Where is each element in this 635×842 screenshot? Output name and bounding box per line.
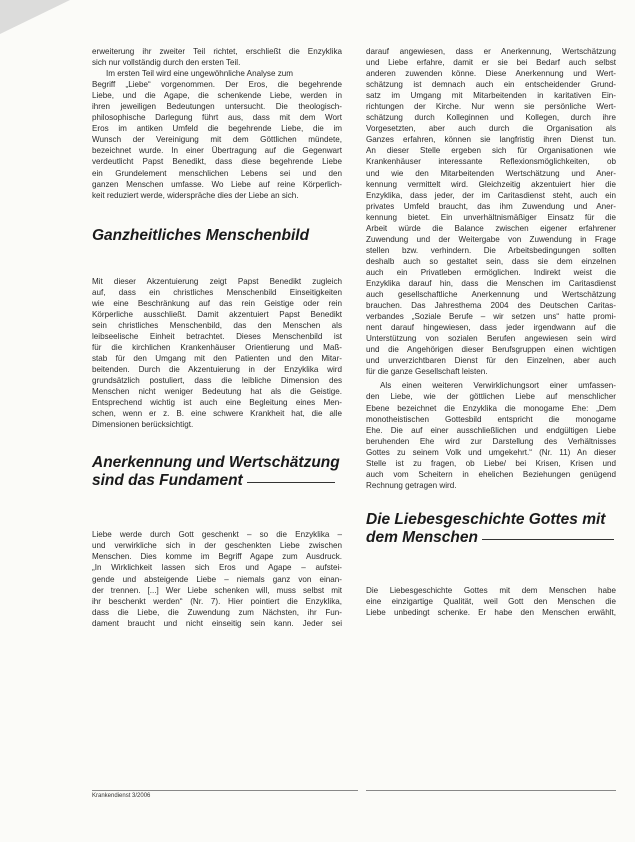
- text-line: auch ein Privatleben ermöglichen. Indirekt weist die: [366, 267, 616, 277]
- text-line: Begriff „Liebe“ vorgenommen. Der Eros, die begehrende: [92, 80, 342, 90]
- text-line: Ehe. Die auf einer ausschließlichen und endgültigen Liebe: [366, 425, 616, 435]
- text-line: ihren jeweiligen Bedeutungen untersucht. Die theologisch-: [92, 102, 342, 112]
- footer-issue: Krankendienst 3/2006: [92, 793, 151, 799]
- text-line: auch gesellschaftliche Anerkennung und Wertschätzung: [366, 290, 616, 300]
- text-line: sich nur vollständig durch den ersten Teil.: [92, 58, 241, 68]
- text-line: darauf angewiesen, dass er Anerkennung, Wertschätzung: [366, 47, 616, 56]
- text-line: Krankenhäuser interessante Reflexionsmöglichkeiten, ob: [366, 157, 616, 167]
- text-line: Ganzes erfahren, können sie langfristig ihren Dienst tun.: [366, 135, 616, 145]
- heading-anerkennung-wertschaetzung: Anerkennung und Wertschätzung sind das Fundament: [92, 454, 340, 490]
- text-line: leibseelische Einheit betrachtet. Dieses Menschenbild ist: [92, 331, 342, 341]
- text-line: verbandes „Soziale Berufe – wir setzen uns“ hatte promi-: [366, 312, 616, 322]
- text-line: Mit dieser Akzentuierung zeigt Papst Benedikt zugleich: [92, 276, 342, 286]
- text-line: keit reduziert werde, widerspräche dies der Liebe an sich.: [92, 190, 299, 200]
- left-paragraph-3: [92, 276, 342, 431]
- heading-liebesgeschichte-gottes: Die Liebesgeschichte Gottes mit dem Menschen: [366, 511, 616, 547]
- text-line: Enzyklika darauf hin, dass die Menschen im Caritasdienst: [366, 278, 616, 288]
- text-line: Arbeit würde die Balance zwischen eigener erfahrener: [366, 223, 616, 233]
- text-line: wie eine Beschränkung auf das rein Geistige oder rein: [92, 298, 342, 308]
- text-line: Als einen weiteren Verwirklichungsort einer umfassen-: [380, 381, 616, 391]
- text-line: Die Liebesgeschichte Gottes mit dem Menschen habe: [366, 585, 616, 595]
- text-line: anderen zuwenden könne. Diese Anerkennung und Wert-: [366, 69, 616, 79]
- text-line: stellen bzw. verhindern. Die Arbeitsbedingungen sollten: [366, 245, 616, 255]
- text-line: Körperliche ausschließt. Damit akzentuiert Papst Benedikt: [92, 309, 342, 319]
- text-line: eine einzigartige Qualität, weil Gott den Menschen die: [366, 596, 616, 606]
- text-line: dament braucht und nicht einseitig sein kann. Jeder sei: [92, 618, 342, 628]
- left-paragraph-4: [92, 529, 342, 628]
- text-line: deshalb auch so gestaltet sein, dass sie dem einzelnen: [366, 256, 616, 266]
- text-line: Unterstützung von sozialen Berufen angewiesen sein wird: [366, 334, 616, 344]
- text-line: schätzung durch Kolleginnen und Kollegen, durch ihre: [366, 113, 616, 123]
- heading-rule: [482, 539, 614, 540]
- text-line: An dieser Stelle ergeben sich für Organisationen wie: [366, 146, 616, 156]
- text-line: kennung bietet. Ein unverhältnismäßiger Einsatz für die: [366, 212, 616, 222]
- text-line: und wie den Mitarbeitenden Wertschätzung und Aner-: [366, 168, 616, 178]
- right-paragraph-1: [366, 46, 616, 377]
- text-line: auf, dass ein christliches Menschenbild Einseitigkeiten: [92, 287, 342, 297]
- page-corner-shadow: [0, 0, 70, 34]
- text-line: Enzyklika, dass jeder, der im Caritasdienst steht, auch ein: [366, 190, 616, 200]
- text-line: nent darauf hingewiesen, dass jeder irgendwann auf die: [366, 323, 616, 333]
- text-line: „In Wirklichkeit lassen sich Eros und Agape – aufstei-: [92, 563, 342, 573]
- left-column: [92, 46, 342, 629]
- text-line: für die kirchlichen Krankenhäuser Orientierung und Maß-: [92, 342, 342, 352]
- text-line: Liebe werde durch Gott geschenkt – so die Enzyklika –: [92, 530, 342, 540]
- text-line: und Liebe erfahre, damit er sie bei Bedarf auch selbst: [366, 58, 616, 68]
- text-line: monotheistischen Gottesbild entspricht die monogame: [366, 414, 616, 424]
- text-line: Entsprechend wichtig ist auch eine Begleitung eines Men-: [92, 398, 342, 408]
- right-paragraph-3: [366, 585, 616, 618]
- text-line: und verwirkliche sich in der geschenkten Liebe zwischen: [92, 541, 342, 551]
- heading-rule: [247, 482, 335, 483]
- text-line: stab für den Umgang mit den Patienten und den Mitar-: [92, 353, 342, 363]
- text-line: Dimensionen berücksichtigt.: [92, 420, 194, 430]
- footer-rule-left: [92, 790, 358, 791]
- text-line: Wunsch der Vereinigung mit dem Göttlichen mündete,: [92, 135, 342, 145]
- text-line: kennung vermittelt wird. Gleichzeitig akzentuiert hier die: [366, 179, 616, 189]
- text-line: beitenden. Durch die Akzentuierung in der Enzyklika wird: [92, 365, 342, 375]
- text-line: schätzung ist demnach auch ein entscheidender Grund-: [366, 80, 616, 90]
- text-line: den Liebe, wie der göttlichen Liebe auf menschlicher: [366, 392, 616, 402]
- right-column: [366, 46, 616, 618]
- footer-rule-right: [366, 790, 616, 791]
- text-line: richtungen der Kirche. Nur wenn sie persönliche Wert-: [366, 102, 616, 112]
- text-line: beruhenden Ehe wird zur Darstellung des Verhältnisses: [366, 436, 616, 446]
- text-line: bezeichnet wurde. In einer Übertragung auf die Gegenwart: [92, 146, 342, 156]
- text-line: Ebene bezeichnet die Enzyklika die monogame Ehe: „Dem: [366, 403, 616, 413]
- text-line: Zuwendung und der Weitergabe von Zuwendung in Frage: [366, 234, 616, 244]
- text-line: satz im Umgang mit Mitarbeitenden in karitativen Ein-: [366, 91, 616, 101]
- text-line: ganzen Menschen umfasse. Wo Liebe auf reine Körperlich-: [92, 179, 342, 189]
- text-line: Liebe unbedingt schenke. Er habe den Menschen erwählt,: [366, 607, 616, 617]
- text-line: für die ganze Gesellschaft leisten.: [366, 367, 488, 377]
- heading-ganzheitliches-menschenbild: Ganzheitliches Menschenbild: [92, 226, 310, 244]
- text-line: gende und absteigende Liebe – niemals ganz von einan-: [92, 574, 342, 584]
- text-line: verdeutlicht Papst Benedikt, dass diese begehrende Liebe: [92, 157, 342, 167]
- text-line: der trennen. [...] Wer Liebe schenken will, muss selbst mit: [92, 585, 342, 595]
- text-line: grundsätzlich postuliert, dass die leibliche Dimension des: [92, 376, 342, 386]
- text-line: schen, wenn er z. B. eine schwere Krankheit hat, die alle: [92, 409, 342, 419]
- text-line: privates Umfeld braucht, das ihm Zuwendung und Aner-: [366, 201, 616, 211]
- text-line: Im ersten Teil wird eine ungewöhnliche Analyse zum: [106, 69, 294, 79]
- text-line: Liebe, und die Agape, die schenkende Liebe, werden in: [92, 91, 342, 101]
- text-line: Menschen. Dies komme im Begriff Agape zum Ausdruck.: [92, 552, 342, 562]
- text-line: sein christliches Menschenbild, das den Menschen als: [92, 320, 342, 330]
- right-paragraph-2: [366, 380, 616, 490]
- text-line: philosophische Darlegung führt aus, dass mit dem Wort: [92, 113, 342, 123]
- text-line: Gottes zu seinem Volk und umgekehrt.“ (Nr. 11) An dieser: [366, 447, 616, 457]
- text-line: Menschen nicht weniger Bedeutung hat als die Geistige.: [92, 387, 342, 397]
- text-line: ein Grundelement menschlichen Lebens sei und den: [92, 168, 342, 178]
- text-line: Eros im antiken Umfeld die begehrende Liebe, die im: [92, 124, 342, 134]
- left-paragraph-2: [92, 68, 342, 201]
- text-line: auch vom Scheitern in ehelichen Beziehungen genügend: [366, 469, 616, 479]
- text-line: Vorgesetzten, aber auch durch die Organisation als: [366, 124, 616, 134]
- text-line: Stelle ist zu fragen, ob Liebe/ bei Krisen, Krisen und: [366, 458, 616, 468]
- text-line: dass die Liebe, die Zuwendung zum Nächsten, ihr Fun-: [92, 607, 342, 617]
- text-line: und die Angehörigen dieser Berufsgruppen einen wichtigen: [366, 345, 616, 355]
- text-line: ihr beschenkt werden“ (Nr. 7). Hier pointiert die Enzyklika,: [92, 596, 342, 606]
- left-paragraph-1: [92, 46, 342, 68]
- text-line: brauchen. Das Jahresthema 2004 des Deutschen Caritas-: [366, 301, 616, 311]
- text-line: und unverzichtbaren Dienst für den Einzelnen, aber auch: [366, 356, 616, 366]
- text-line: erweiterung ihr zweiter Teil richtet, erschließt die Enzyklika: [92, 47, 342, 56]
- text-line: Rechnung getragen wird.: [366, 480, 457, 490]
